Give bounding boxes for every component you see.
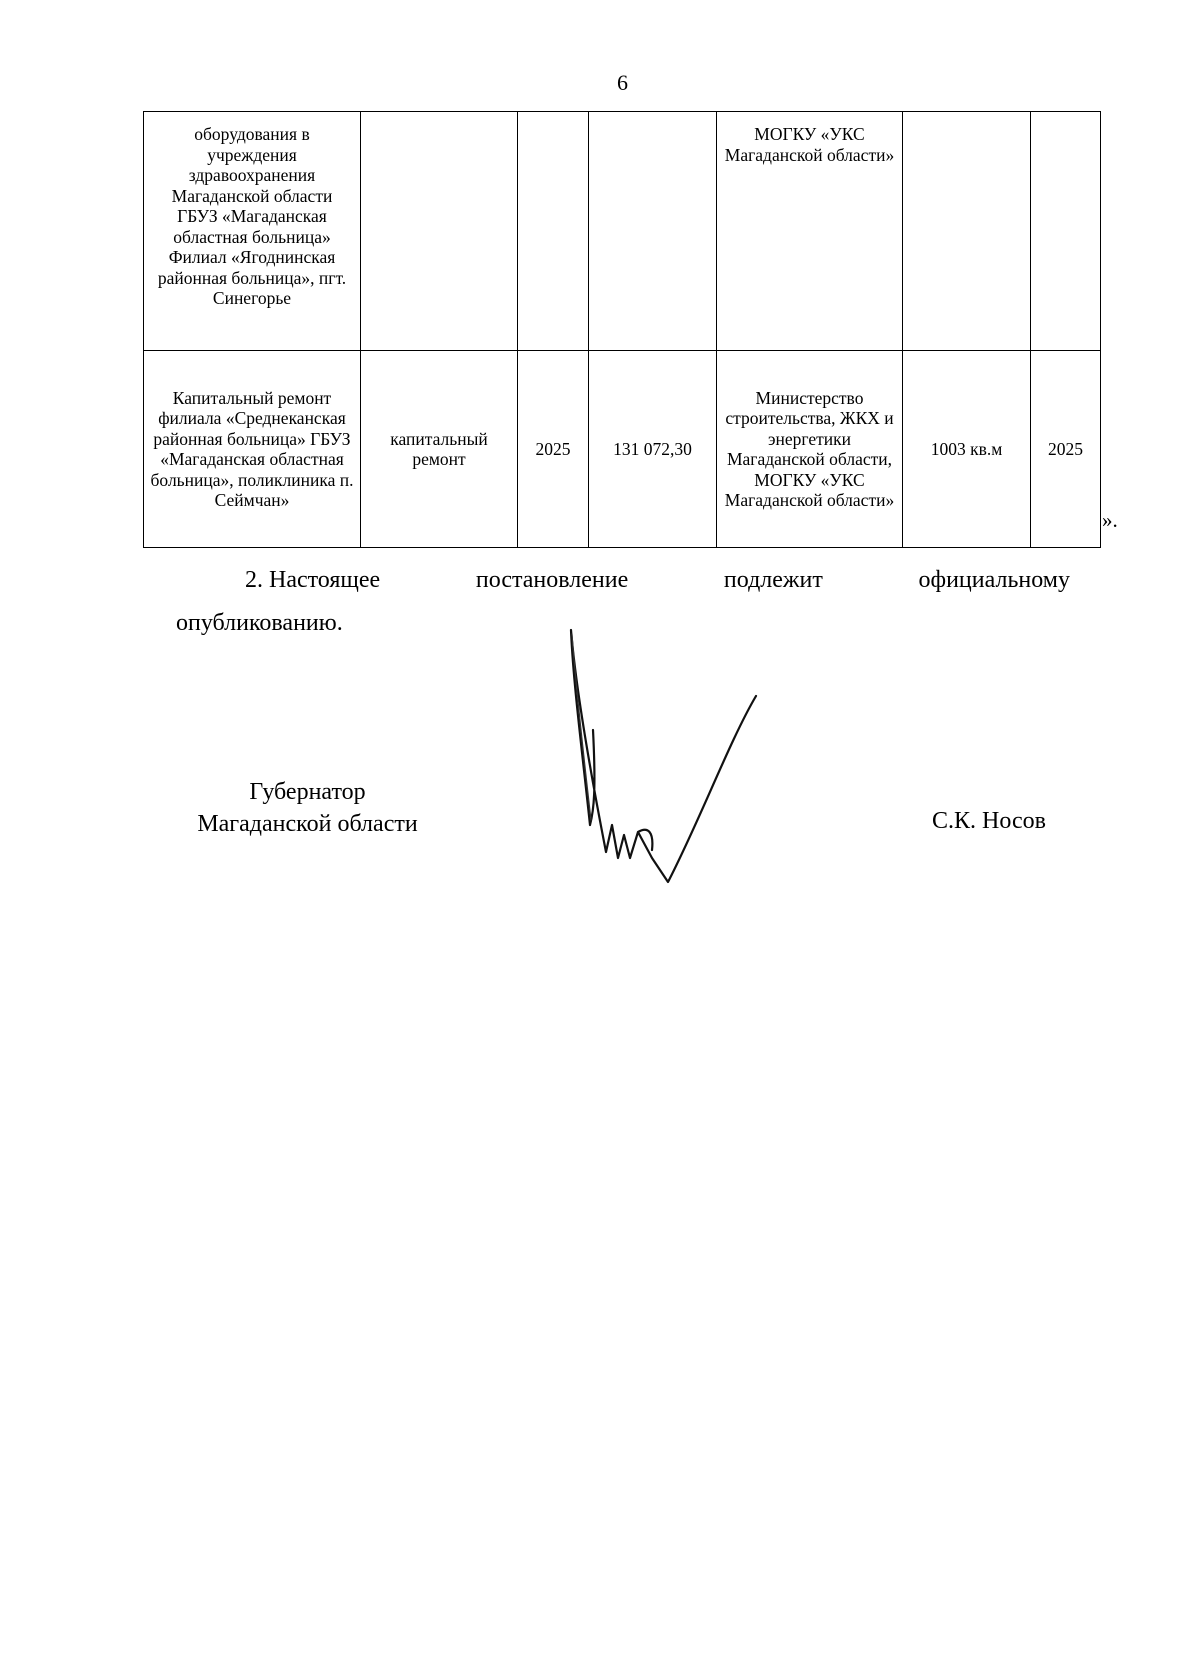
handwritten-signature (560, 620, 810, 890)
table-row (144, 351, 1101, 548)
cell-cost: 131 072,30 (589, 351, 717, 548)
table-row (144, 112, 1101, 351)
signatory-title-line: Магаданской области (197, 811, 418, 837)
cell-customer: Министерство строительства, ЖКХ и энергетики Магаданской области, МОГКУ «УКС Магаданской области» (717, 351, 903, 548)
cell-year-end: 2025 (1031, 351, 1101, 548)
paragraph-word: подлежит (723, 567, 823, 593)
paragraph-word: постановление (475, 567, 629, 593)
cell-year-start: 2025 (518, 351, 589, 548)
page-number: 6 (617, 70, 628, 95)
cell-year-end (1031, 112, 1101, 351)
signatory-title-line: Губернатор (249, 779, 366, 805)
objects-table (143, 111, 1101, 548)
cell-capacity (903, 112, 1031, 351)
cell-year-start (518, 112, 589, 351)
cell-cost (589, 112, 717, 351)
cell-object: Капитальный ремонт филиала «Среднеканская районная больница» ГБУЗ «Магаданская областная больница», поликлиника п. Сеймчан» (144, 351, 361, 548)
signatory-title (176, 776, 439, 840)
paragraph-word: 2. Настоящее (245, 567, 381, 593)
paragraph-2-line-2: опубликованию. (176, 610, 343, 636)
cell-capacity: 1003 кв.м (903, 351, 1031, 548)
cell-work-type: капитальный ремонт (361, 351, 518, 548)
table-closing-quote: ». (1102, 508, 1118, 532)
cell-customer: МОГКУ «УКС Магаданской области» (717, 112, 903, 351)
paragraph-2-line-1 (245, 567, 1070, 594)
signatory-name: С.К. Носов (932, 808, 1046, 834)
paragraph-word: официальному (918, 567, 1070, 593)
cell-object: оборудования в учреждения здравоохранения Магаданской области ГБУЗ «Магаданская областная больница» Филиал «Ягоднинская районная больница», пгт. Синегорье (144, 112, 361, 351)
cell-work-type (361, 112, 518, 351)
